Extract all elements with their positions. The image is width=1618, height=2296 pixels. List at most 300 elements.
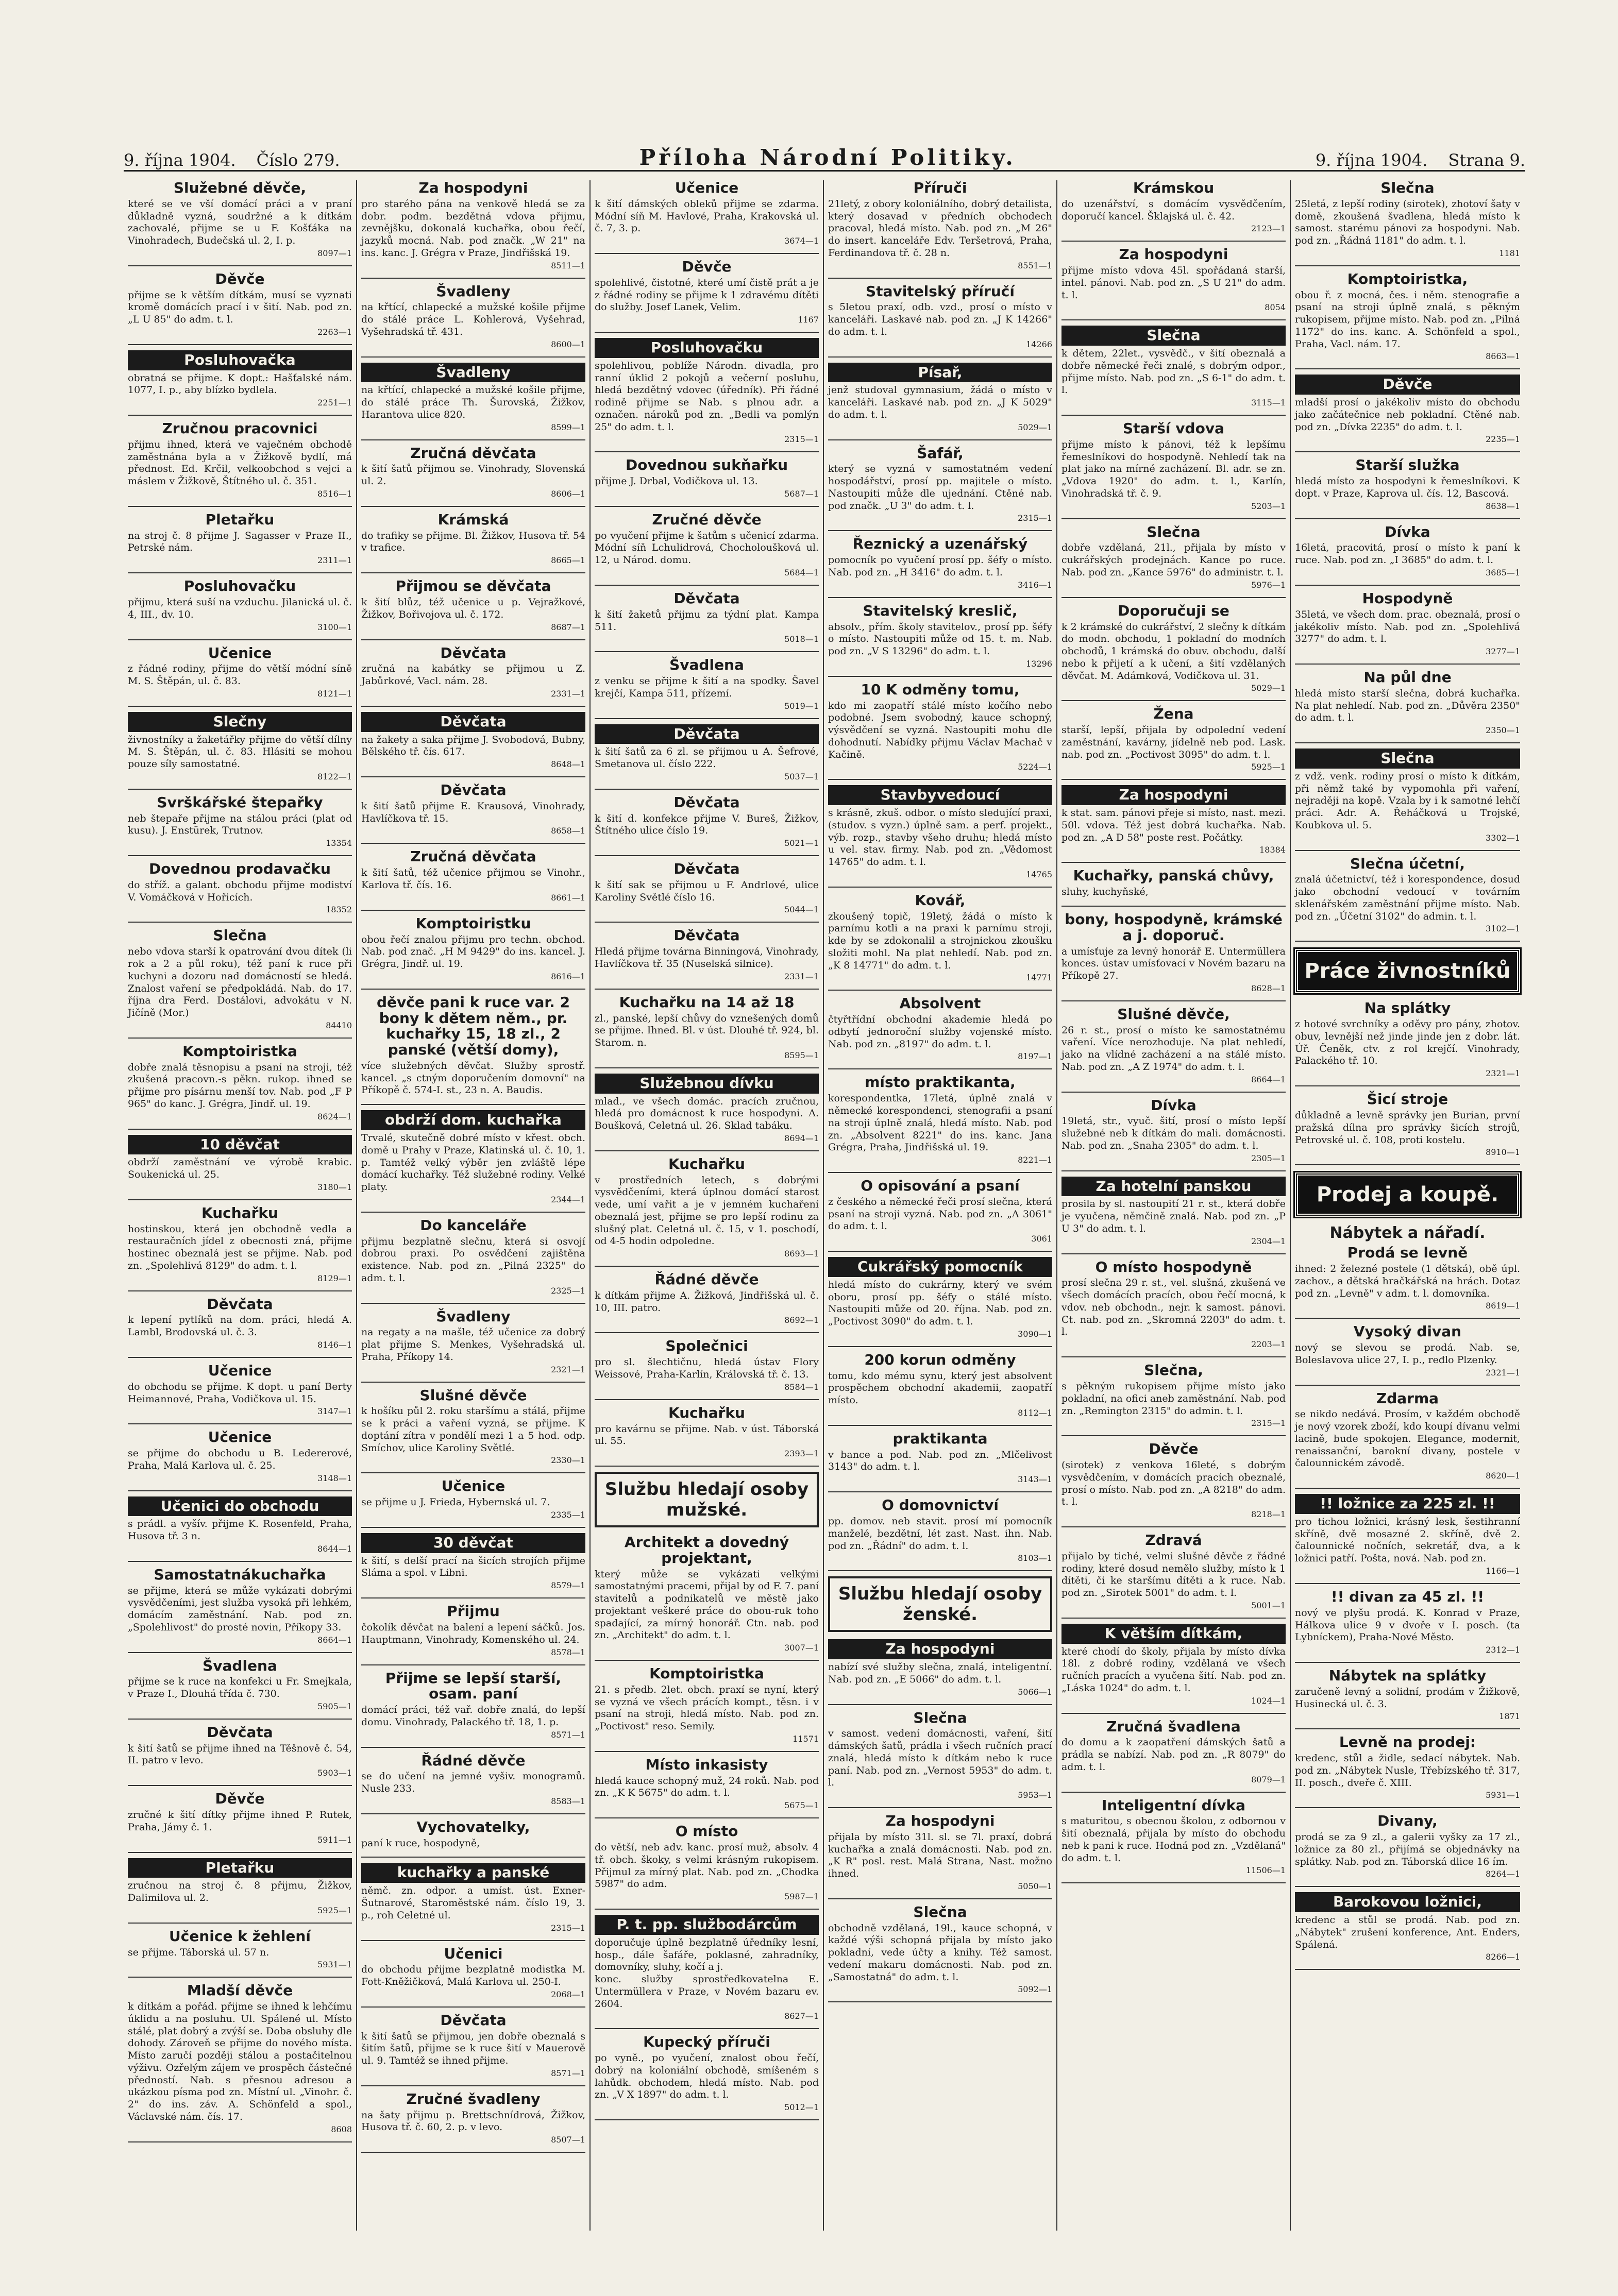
- ad-reference-number: 8129—1: [317, 1273, 352, 1283]
- ad-reference-number: 3061: [1031, 1234, 1052, 1244]
- ad-text: na křtící, chlapecké a mužské košile přijme do stálé práce L. Kohlerová, Vyšehrad, Vyšehradská tř. 431.: [361, 301, 585, 337]
- classified-ad: [361, 1110, 585, 1204]
- ad-divider: [595, 1751, 819, 1752]
- ad-reference-number: 8693—1: [784, 1249, 819, 1259]
- ad-reference-number: 8665—1: [551, 555, 585, 566]
- ad-reference-number: 2331—1: [551, 688, 585, 699]
- ad-heading: praktikanta: [892, 1430, 988, 1447]
- ad-heading: Krámskou: [1133, 180, 1215, 196]
- ad-divider: [1061, 1356, 1286, 1357]
- ad-heading: Slečna: [1061, 326, 1286, 346]
- classified-ad: [595, 1074, 819, 1143]
- ad-reference-number: 5050—1: [1018, 1881, 1052, 1891]
- classified-ad: [361, 363, 585, 432]
- ad-reference-number: 8511—1: [551, 260, 585, 270]
- ad-divider: [1061, 1882, 1286, 1883]
- ad-text: zl., panské, lepší chůvy do vznešených domů se přijme. Ihned. Bl. v úst. Dlouhé tř. 924, bl. Starom. n.: [595, 1012, 819, 1049]
- header-right: [1316, 150, 1525, 170]
- ad-divider: [1295, 451, 1520, 452]
- classified-ad: [128, 421, 352, 499]
- ad-heading: Na půl dne: [1363, 669, 1452, 686]
- classified-ad: [1295, 375, 1520, 444]
- ad-heading: Slečna: [913, 1709, 967, 1726]
- ad-divider: [128, 265, 352, 266]
- ad-heading: Písař,: [828, 363, 1052, 383]
- classified-ad: [595, 338, 819, 444]
- classified-ad: [595, 457, 819, 499]
- ad-text: do uzenářství, s domácím vysvědčením, doporučí kancel. Šklajská ul. č. 42.: [1061, 198, 1286, 222]
- ad-text: pro tichou ložnici, krásný lesk, šestihranní skříně, dvě mosazné 2. skříně, dvě 2. čalounnické nočních, sekretář, dva, a k ložnici patří. Pošta, nová. Nab. pod zn.: [1295, 1516, 1520, 1564]
- ad-heading: Kuchařku: [201, 1204, 278, 1221]
- ad-reference-number: 3416—1: [1018, 580, 1052, 590]
- ad-divider: [361, 2152, 585, 2153]
- ad-text: na žakety a saka přijme J. Svobodová, Bubny, Bělského tř. čís. 617.: [361, 734, 585, 758]
- ad-divider: [1295, 1488, 1520, 1489]
- ad-divider: [1061, 1092, 1286, 1093]
- ad-divider: [361, 439, 585, 440]
- ad-reference-number: 8583—1: [551, 1796, 585, 1806]
- ad-heading: Společnici: [665, 1337, 748, 1355]
- classified-ad: [1295, 1892, 1520, 1962]
- ad-heading: Doporučuji se: [1118, 602, 1229, 619]
- ad-heading: Komptoiristku: [415, 914, 531, 932]
- ad-reference-number: 2315—1: [551, 1923, 585, 1933]
- ad-text: 25letá, z lepší rodiny (sirotek), zhotoví šaty v domě, zkoušená švadlena, hledá místo k samost. starému pánovi za hospodyni. Nab. pod zn. „Řádná 1181" do adm. t. l.: [1295, 198, 1520, 247]
- ad-heading: Švadleny: [436, 1307, 511, 1325]
- ad-heading: Služebné děvče,: [173, 180, 307, 196]
- ad-reference-number: 5953—1: [1018, 1790, 1052, 1800]
- ad-divider: [828, 1068, 1052, 1069]
- classified-ad: [361, 783, 585, 836]
- ad-divider: [128, 706, 352, 707]
- ad-reference-number: 14266: [1026, 339, 1052, 349]
- ad-divider: [361, 278, 585, 279]
- ad-heading: Komptoiristka: [649, 1665, 764, 1682]
- ad-text: obratná se přijme. K dopt.: Hašťalské nám. 1077, I. p., aby blízko bydlela.: [128, 372, 352, 396]
- ad-text: hledá kauce schopný muž, 24 roků. Nab. pod zn. „K K 5675" do adm. t. l.: [595, 1775, 819, 1799]
- ad-reference-number: 1181: [1499, 248, 1520, 258]
- ad-text: jenž studoval gymnasium, žádá o místo v kanceláři. Laskavé nab. pod zn. „J K 5029" do adm. t. l.: [828, 384, 1052, 420]
- ad-divider: [1295, 368, 1520, 369]
- ad-text: se nikdo nedává. Prosím, v každém obchodě je nový vzorek zboží, kdo koupí dívanu velmi lacině, bude spokojen. Elegance, modernit, renaissanční, barokní divany, postele v čalounnickém závodě.: [1295, 1408, 1520, 1469]
- ad-divider: [828, 278, 1052, 279]
- classified-ad: [595, 1338, 819, 1391]
- ad-divider: [828, 2001, 1052, 2002]
- ad-heading: Příruči: [913, 180, 967, 196]
- classified-ad: [361, 1819, 585, 1850]
- ad-text: na šaty přijmu p. Brettschnídrová, Žižkov, Husova tř. č. 60, 2. p. v levo.: [361, 2109, 585, 2133]
- ad-heading: O opisování a psaní: [861, 1177, 1020, 1195]
- ad-divider: [595, 1266, 819, 1267]
- ad-text: nový se slevou se prodá. Nab. se, Boleslavova ulice 27, I. p., ređlo Plzenky.: [1295, 1342, 1520, 1366]
- ad-divider: [1061, 241, 1286, 242]
- ad-reference-number: 5021—1: [784, 838, 819, 848]
- ad-divider: [1295, 518, 1520, 519]
- ad-heading: Stavbyvedoucí: [828, 785, 1052, 805]
- ad-divider: [1295, 1662, 1520, 1663]
- ad-divider: [128, 922, 352, 923]
- ad-heading: Komptoiristka: [182, 1042, 297, 1060]
- ad-reference-number: 8910—1: [1486, 1147, 1520, 1158]
- classified-ad: [595, 1824, 819, 1901]
- ad-text: zkoušený topič, 19letý, žádá o místo k parnímu kotli a na praxi k parnímu stroji, kde by se zdokonalil a strojnickou zkoušku složiti mohl. Na plat nehledí. Nab. pod zn. „K 8 14771" do adm. t. l.: [828, 910, 1052, 971]
- ad-heading: Přijmu: [447, 1603, 500, 1620]
- ad-heading: !! ložnice za 225 zl. !!: [1295, 1494, 1520, 1514]
- ad-divider: [128, 572, 352, 573]
- ad-text: obou řečí znalou přijmu pro techn. obchod. Nab. pod znač. „H M 9429" do ins. kancel. J. Grégra, Jindř. ul. 19.: [361, 933, 585, 970]
- ad-reference-number: 3674—1: [784, 236, 819, 246]
- ad-reference-number: 3148—1: [317, 1473, 352, 1483]
- classified-ad: [828, 1813, 1052, 1891]
- ad-text: přijme J. Drbal, Vodičkova ul. 13.: [595, 475, 758, 487]
- classified-columns: [124, 180, 1525, 2231]
- ad-text: k šití šatů přijmou se. Vinohrady, Slovenská ul. 2.: [361, 463, 585, 487]
- ad-heading: Přijme se lepší starší, osam. paní: [385, 1669, 562, 1703]
- ad-text: zručnou na stroj č. 8 přijmu, Žižkov, Dalimilova ul. 2.: [128, 1880, 352, 1904]
- classified-ad: [1295, 1245, 1520, 1311]
- ad-heading: O místo hospodyně: [1095, 1258, 1252, 1275]
- ad-text: hledá místo starší slečna, dobrá kuchařka. Na plat nehledí. Nab. pod zn. „Důvěra 2350" do adm. t. l.: [1295, 687, 1520, 724]
- ad-text: k šití šatů přijme E. Krausová, Vinohrady, Havlíčkova tř. 15.: [361, 800, 585, 824]
- ad-divider: [828, 676, 1052, 677]
- ad-heading: Posluhovačku: [183, 577, 296, 595]
- ad-heading: Děvčata: [361, 712, 585, 732]
- ad-heading: Žena: [1153, 705, 1194, 723]
- ad-text: přijme místo k pánovi, též k lepšímu řemeslníkovi do hospodyně. Nehledí tak na plat jako na mírné zacházení. Bl. adr. se zn. „Vdova 1920" do adm. t. l., Karlín, Vinohradská tř. č. 9.: [1061, 438, 1286, 499]
- ad-heading: Slečna: [1380, 180, 1435, 196]
- ad-text: prosila by sl. nastoupití 21 r. st., která dobře je vyučena, němčině znalá. Nab. pod zn. „P U 3" do adm. t. l.: [1061, 1198, 1286, 1234]
- ad-reference-number: 13354: [326, 838, 352, 848]
- ad-divider: [361, 843, 585, 844]
- ad-reference-number: 2123—1: [1251, 224, 1286, 234]
- ad-divider: [1295, 1385, 1520, 1386]
- ad-heading: Dívka: [1151, 1096, 1196, 1114]
- ad-divider: [828, 530, 1052, 531]
- classified-ad: [361, 1218, 585, 1296]
- ad-reference-number: 3100—1: [317, 622, 352, 632]
- classified-ad: [1061, 603, 1286, 693]
- ad-divider: [828, 1425, 1052, 1426]
- classified-ad: [1295, 1092, 1520, 1157]
- ad-divider: [1295, 1728, 1520, 1729]
- ad-text: k šití blůz, též učenice u p. Vejražkové, Žižkov, Bořivojova ul. č. 172.: [361, 597, 585, 620]
- section-subtitle: Nábytek a nářadí.: [1329, 1224, 1486, 1243]
- ad-divider: [828, 1570, 1052, 1571]
- ad-heading: Švadleny: [361, 363, 585, 383]
- ad-heading: Stavitelský příručí: [866, 282, 1015, 300]
- classified-ad: [595, 1405, 819, 1458]
- ad-divider: [128, 1490, 352, 1491]
- ad-divider: [128, 789, 352, 790]
- ad-reference-number: 5029—1: [1018, 422, 1052, 432]
- ad-reference-number: 3277—1: [1486, 647, 1520, 657]
- classified-ad: [128, 1567, 352, 1645]
- ad-heading: Za hospodyni: [1119, 246, 1228, 263]
- ad-divider: [128, 1129, 352, 1130]
- ad-divider: [828, 439, 1052, 440]
- ad-heading: P. t. pp. službodárcům: [595, 1915, 819, 1935]
- ad-text: pomocník po vyučení prosí pp. šéfy o místo. Nab. pod zn. „H 3416" do adm. t. l.: [828, 554, 1052, 578]
- classified-ad: [1061, 1719, 1286, 1784]
- ad-text: nabízí své služby slečna, znalá, inteligentní. Nab. pod zn. „E 5066" do adm. t. l.: [828, 1661, 1052, 1685]
- ad-reference-number: 8578—1: [551, 1647, 585, 1657]
- ad-text: ihned: 2 železné postele (1 dětská), obě úpl. zachov., a dětská hračkářská na hrách. Dotaz pod zn. „Levně" v adm. t. l. domovníka.: [1295, 1263, 1520, 1299]
- classified-ad: [828, 1498, 1052, 1563]
- classified-ad: [1061, 180, 1286, 233]
- classified-ad: [828, 1431, 1052, 1484]
- ad-text: (sirotek) z venkova 16leté, s dobrým vysvědčením, v domácích pracích obeznalé, prosí o místo. Nab. pod zn. „A 8218" do adm. t. l.: [1061, 1459, 1286, 1508]
- ad-divider: [1295, 1807, 1520, 1808]
- ad-text: se do učení na jemné vyšiv. monogramů. Nusle 233.: [361, 1771, 585, 1795]
- ad-text: pro kavárnu se přijme. Nab. v úst. Táborská ul. 55.: [595, 1423, 819, 1447]
- ad-text: po vyně., po vyučení, znalost obou řečí, dobrý na koloniální obchodě, smíšeném s lahůdk. obchodem, hledá místo. Nab. pod zn. „V X 1897" do adm. t. l.: [595, 2052, 819, 2101]
- classified-ad: [361, 579, 585, 632]
- ad-heading: Vychovatelky,: [416, 1818, 530, 1835]
- ad-reference-number: 5976—1: [1251, 580, 1286, 590]
- ad-text: k šití dámských obleků přijme se zdarma. Módní síň M. Havlové, Praha, Krakovská ul. č. 7, 3. p.: [595, 198, 819, 234]
- ad-heading: Stavitelský kreslič,: [863, 602, 1018, 619]
- ad-text: se přijme. Táborská ul. 57 n.: [128, 1946, 269, 1958]
- ad-heading: Cukrářský pomocník: [828, 1257, 1052, 1277]
- ad-reference-number: 2325—1: [551, 1285, 585, 1296]
- ad-reference-number: 5001—1: [1251, 1600, 1286, 1610]
- classified-ad: [1295, 856, 1520, 934]
- ad-reference-number: 5925—1: [317, 1905, 352, 1915]
- ad-text: přijmu bezplatně slečnu, která si osvojí dobrou praxi. Po osvědčení zajištěna existence. Nab. pod zn. „Pilná 2325" do adm. t. l.: [361, 1235, 585, 1284]
- ad-divider: [1061, 319, 1286, 320]
- classified-ad: [1061, 1441, 1286, 1519]
- ad-heading: Děvčata: [673, 927, 740, 944]
- ad-divider: [828, 779, 1052, 780]
- ad-text: z hotové svrchníky a oděvy pro pány, zhotov. obuv, levnější než jinde jinde jen z dobr. lát. Úř. Čeněk, ctv. z rol krejčí. Vinohrady, Palackého tř. 10.: [1295, 1018, 1520, 1067]
- classified-ad: [128, 928, 352, 1030]
- ad-text: z řádné rodiny, přijme do větší módní síně M. S. Štěpán, ul. č. 83.: [128, 663, 352, 687]
- ad-heading: Přijmou se děvčata: [395, 577, 551, 595]
- ad-heading: Slušné děvče: [419, 1386, 527, 1404]
- ad-reference-number: 11571: [793, 1733, 819, 1744]
- ad-text: s pěkným rukopisem přijme místo jako pokladní, na ofici aneb zaměstnání. Nab. pod zn. „Remington 2315" do admin. t. l.: [1061, 1381, 1286, 1417]
- ad-text: zručná na kabátky se přijmou u Z. Jabůrkové, Vacl. nám. 28.: [361, 663, 585, 687]
- ad-divider: [1295, 742, 1520, 743]
- ad-divider: [828, 1251, 1052, 1252]
- ad-divider: [1061, 518, 1286, 519]
- ad-heading: Levně na prodej:: [1339, 1733, 1476, 1751]
- ad-text: na stroj č. 8 přijme J. Sagasser v Praze II., Petrské nám.: [128, 530, 352, 554]
- classified-ad: [1061, 912, 1286, 993]
- ad-text: obou ř. z mocná, čes. i něm. stenografie a psaní na stroji úplně znalá, s pěkným rukopisem, přijme místo. Nab. pod zn. „Pilná 1172" do ins. kanc. A. Schönfeld a spol., Praha, Vacl. nám. 17.: [1295, 289, 1520, 350]
- ad-text: po vyučení přijme k šatům s učenicí zdarma. Módní síň Lchulidrová, Chocholoušková ul. 12, u Národ. domu.: [595, 530, 819, 566]
- ad-text: pro sl. šlechtičnu, hledá ústav Flory Weissové, Praha-Karlín, Královská tř. č. 13.: [595, 1356, 819, 1380]
- ad-heading: Šicí stroje: [1367, 1091, 1448, 1108]
- ad-divider: [1061, 1435, 1286, 1436]
- ad-divider: [361, 356, 585, 358]
- ad-text: mlad., ve všech domác. pracích zručnou, hledá pro domácnost k ruce hospodyni. A. Boušková, Celetná ul. 26. Sklad tabáku.: [595, 1095, 819, 1132]
- classified-ad: [128, 1430, 352, 1483]
- ad-reference-number: 3147—1: [317, 1406, 352, 1417]
- classified-ad: [1295, 1000, 1520, 1078]
- ad-text: k šití žaketů přijmu za týdní plat. Kampa 511.: [595, 608, 819, 633]
- ad-text: domácí práci, též vař. dobře znalá, do lepší domu. Vinohrady, Palackého tř. 18, 1. p.: [361, 1704, 585, 1728]
- ad-divider: [828, 1172, 1052, 1173]
- classified-ad: [361, 1863, 585, 1932]
- classified-ad: [1295, 591, 1520, 656]
- ad-heading: Slečna: [1295, 749, 1520, 769]
- ad-heading: Švadlena: [203, 1657, 277, 1674]
- ad-heading: Učenici: [444, 1945, 503, 1962]
- ad-text: hledá místo do cukrárny, který ve svém oboru, prosí pp. šéfy o stálé místo. Nastoupiti může od 20. října. Nab. pod zn. „Poctivost 3090" do adm. t. l.: [828, 1279, 1052, 1328]
- ad-divider: [595, 585, 819, 586]
- classified-ad: [595, 180, 819, 246]
- classified-ad: [595, 1535, 819, 1653]
- ad-text: tomu, kdo mému synu, který jest absolvent prospěchem obchodní akademii, zaopatří místo.: [828, 1370, 1052, 1406]
- ad-heading: Za hospodyni: [828, 1639, 1052, 1659]
- ad-reference-number: 8608: [331, 2124, 352, 2134]
- ad-heading: Řádné děvče: [654, 1271, 759, 1288]
- ad-divider: [595, 506, 819, 507]
- column-1: [124, 180, 357, 2231]
- section-banner: Prodej a koupě.: [1295, 1172, 1520, 1217]
- ad-reference-number: 8638—1: [1486, 501, 1520, 511]
- ad-divider: [828, 597, 1052, 598]
- ad-divider: [595, 1817, 819, 1818]
- ad-divider: [1061, 1000, 1286, 1001]
- column-5: [1057, 180, 1291, 2231]
- ad-reference-number: 8595—1: [784, 1050, 819, 1060]
- ad-divider: [595, 1332, 819, 1333]
- classified-ad: [361, 1604, 585, 1657]
- ad-heading: Kuchařku: [668, 1155, 745, 1172]
- classified-ad: [828, 1352, 1052, 1418]
- ad-heading: Děvčata: [673, 793, 740, 811]
- ad-heading: Hospodyně: [1362, 589, 1453, 607]
- ad-heading: Barokovou ložnici,: [1295, 1892, 1520, 1912]
- classified-ad: [128, 271, 352, 337]
- ad-heading: Děvčata: [595, 724, 819, 744]
- ad-heading: Děvčata: [207, 1295, 273, 1313]
- ad-divider: [128, 506, 352, 507]
- ad-divider: [595, 1067, 819, 1068]
- ad-divider: [1295, 1886, 1520, 1887]
- header-left-issue: Číslo 279.: [256, 150, 340, 170]
- ad-divider: [361, 2085, 585, 2086]
- classified-ad: [595, 795, 819, 848]
- classified-ad: [1295, 1494, 1520, 1576]
- ad-divider: [361, 1664, 585, 1665]
- ad-text: čokolík děvčat na balení a lepení sáčků. Jos. Hauptmann, Vinohrady, Komenského ul. 24.: [361, 1622, 585, 1645]
- ad-text: s 5letou praxí, odb. vzd., prosí o místo v kanceláři. Laskavé nab. pod zn. „J K 14266" do adm. t. l.: [828, 301, 1052, 337]
- classified-ad: [595, 591, 819, 644]
- ad-heading: Za hospodyni: [1061, 785, 1286, 805]
- ad-heading: O místo: [675, 1823, 738, 1840]
- classified-ad: [828, 1178, 1052, 1244]
- ad-heading: Děvče: [215, 270, 265, 287]
- ad-reference-number: 1167: [798, 315, 819, 325]
- classified-ad: [1061, 1007, 1286, 1084]
- ad-reference-number: 8606—1: [551, 488, 585, 499]
- ad-heading: O domovnictví: [882, 1496, 999, 1514]
- ad-reference-number: 2321—1: [551, 1364, 585, 1374]
- ad-heading: Zručné švadleny: [406, 2090, 541, 2107]
- classified-ad: [828, 1639, 1052, 1696]
- classified-ad: [595, 1915, 819, 2021]
- ad-reference-number: 1166—1: [1486, 1566, 1520, 1576]
- ad-heading: Mladší děvče: [187, 1982, 293, 1999]
- ad-divider: [361, 1813, 585, 1814]
- ad-divider: [595, 718, 819, 719]
- ad-text: a umísťuje za levný honorář E. Untermüllera konces. ústav umísťovací v Novém bazaru na Příkopě 27.: [1061, 945, 1286, 982]
- ad-heading: K větším dítkám,: [1061, 1624, 1286, 1644]
- ad-reference-number: 8507—1: [551, 2135, 585, 2145]
- ad-divider: [828, 356, 1052, 358]
- classified-ad: [1061, 1533, 1286, 1610]
- ad-text: v prostředních letech, s dobrými vysvědčeními, která úplnou domácí starost vede, umí vařit a je v jemném kuchaření obeznalá jest, přijme se pro lepší rodinu za slušný plat. Celetná ul. č. 15, v 1. poschodí, od 4-5 hodin odpoledne.: [595, 1174, 819, 1247]
- ad-heading: Za hospodyni: [885, 1812, 995, 1830]
- ad-reference-number: 8599—1: [551, 422, 585, 432]
- classified-ad: [128, 1496, 352, 1554]
- ad-heading: Slečna účetní,: [1350, 855, 1465, 872]
- ad-heading: Krámská: [437, 511, 509, 528]
- ad-reference-number: 2330—1: [551, 1455, 585, 1466]
- ad-reference-number: 5925—1: [1251, 762, 1286, 772]
- ad-heading: Děvčata: [673, 589, 740, 607]
- ad-divider: [361, 639, 585, 640]
- ad-divider: [1295, 941, 1520, 942]
- ad-divider: [1295, 585, 1520, 586]
- ad-reference-number: 5224—1: [1018, 762, 1052, 772]
- ad-reference-number: 18384: [1259, 845, 1286, 855]
- classified-ad: [1061, 1177, 1286, 1246]
- ad-text: přijala by místo 31l. sl. se 7l. praxí, dobrá kuchařka a znalá domácnosti. Nab. pod zn. „K R" posl. rest. Malá Strana, Nast. možno ihned.: [828, 1831, 1052, 1880]
- ad-text: spolehlivou, poblíže Národn. divadla, pro ranní úklid 2 pokojů a večerní posluhu, hledá bezdětný vdovec (úředník). Při řádné rodině přijme se Nab. s plnou adr. a označen. nároků pod zn. „Bedli va pomlýn 25" do adm. t. l.: [595, 360, 819, 433]
- ad-reference-number: 2315—1: [1018, 513, 1052, 523]
- classified-ad: [1295, 1589, 1520, 1655]
- ad-divider: [1295, 265, 1520, 266]
- ad-heading: Posluhovačka: [128, 350, 352, 370]
- classified-ad: [128, 1725, 352, 1778]
- ad-text: se přijme, která se může vykázati dobrými vysvědčeními, jest služba vysoká při lehkém, domácím zaměstnání. Nab. pod zn. „Spolehlivost" do prosté novin, Příkopy 33.: [128, 1585, 352, 1633]
- classified-ad: [361, 849, 585, 902]
- ad-text: prosí slečna 29 r. st., vel. slušná, zkušená ve všech domácích pracích, obou řečí mocná, k vdov. neb obchodn., nejr. k samost. pánovi. Ct. nab. pod zn. „Skromná 2203" do adm. t. l.: [1061, 1277, 1286, 1338]
- ad-heading: Komptoiristka,: [1347, 270, 1468, 287]
- ad-reference-number: 8079—1: [1251, 1774, 1286, 1784]
- ad-reference-number: 5675—1: [784, 1800, 819, 1811]
- ad-heading: Zdravá: [1145, 1532, 1202, 1549]
- classified-ad: [828, 1257, 1052, 1339]
- ad-text: prodá se za 9 zl., a galerii vyšky za 17 zl., ložnice za 80 zl., přijímá se objednávky na splátky. Nab. pod zn. Táborská dlice 16 ím.: [1295, 1831, 1520, 1867]
- ad-heading: Učenice: [208, 1362, 272, 1379]
- ad-reference-number: 8600—1: [551, 339, 585, 349]
- ad-text: 35letá, ve všech dom. prac. obeznalá, prosí o jakékoliv místo. Nab. pod zn. „Spolehlivá 3277" do adm. t. l.: [1295, 608, 1520, 645]
- ad-reference-number: 11506—1: [1245, 1865, 1286, 1876]
- ad-divider: [128, 1199, 352, 1200]
- ad-text: 16letá, pracovitá, prosí o místo k paní k ruce. Nab. pod zn. „I 3685" do adm. t. l.: [1295, 542, 1520, 566]
- ad-text: Hledá přijme továrna Binningová, Vinohrady, Havlíčkova tř. 35 (Nuselská silnice).: [595, 946, 819, 970]
- classified-ad: [361, 1478, 585, 1520]
- classified-ad: [1061, 524, 1286, 590]
- classified-ad: [595, 512, 819, 577]
- ad-heading: 30 děvčat: [361, 1533, 585, 1553]
- ad-text: hostinskou, která jen obchodně vedla a restauračních jídel z obecnosti zná, přijme hostinec obeznalá jest se přijme. Nab. pod zn. „Spolehlivá 8129" do adm. t. l.: [128, 1223, 352, 1271]
- ad-text: zaručeně levný a solidní, prodám v Žižkově, Husinecká ul. č. 3.: [1295, 1686, 1520, 1710]
- ad-divider: [595, 332, 819, 333]
- ad-text: dobře znalá těsnopisu a psaní na stroji, též zkušená pracovn.-s pěkn. rukop. ihned se přijme pro písárnu menší tov. Nab. pod „F P 965" do kanc. J. Grégra, Jindř. ul. 19.: [128, 1061, 352, 1110]
- classified-ad: [361, 1753, 585, 1806]
- classified-ad: [828, 536, 1052, 589]
- classified-ad: [595, 259, 819, 325]
- ad-divider: [1061, 1526, 1286, 1527]
- classified-ad: [1061, 1098, 1286, 1163]
- ad-divider: [595, 1909, 819, 1910]
